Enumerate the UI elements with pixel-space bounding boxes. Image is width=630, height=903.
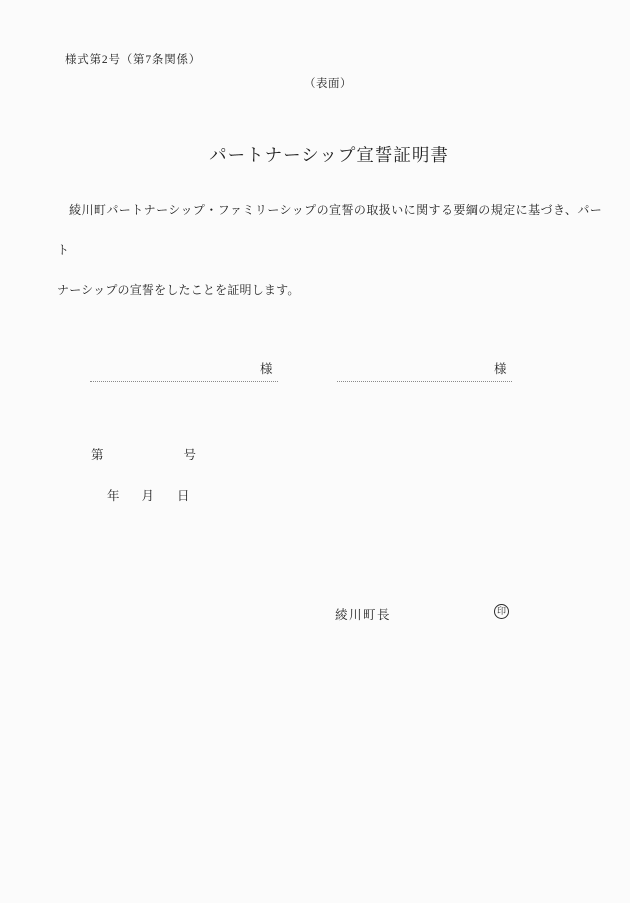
- body-paragraph: [57, 190, 602, 310]
- issuer-name: 綾川町長: [335, 608, 392, 622]
- year-label: 年: [107, 489, 120, 503]
- body-line-2: ナーシップの宣誓をしたことを証明します。: [57, 283, 300, 297]
- partner-name-field-right: [337, 359, 512, 382]
- front-side-label: （表面）: [304, 78, 352, 90]
- honorific-label-left: 様: [259, 362, 273, 376]
- body-line-1: 綾川町パートナーシップ・ファミリーシップの宣誓の取扱いに関する要綱の規定に基づき、パート: [57, 203, 602, 257]
- partner-name-field-left: [90, 359, 278, 382]
- honorific-label-right: 様: [493, 362, 507, 376]
- day-label: 日: [177, 489, 190, 503]
- seal-mark: 印: [494, 604, 509, 619]
- certificate-number-suffix: 号: [183, 448, 197, 462]
- certificate-number-blank: [104, 458, 184, 459]
- form-number: 様式第2号（第7条関係）: [65, 54, 202, 66]
- certificate-title: パートナーシップ宣誓証明書: [209, 145, 449, 165]
- date-line: [107, 486, 190, 504]
- certificate-number-line: [91, 445, 196, 463]
- month-label: 月: [141, 489, 155, 503]
- certificate-number-prefix: 第: [91, 448, 104, 462]
